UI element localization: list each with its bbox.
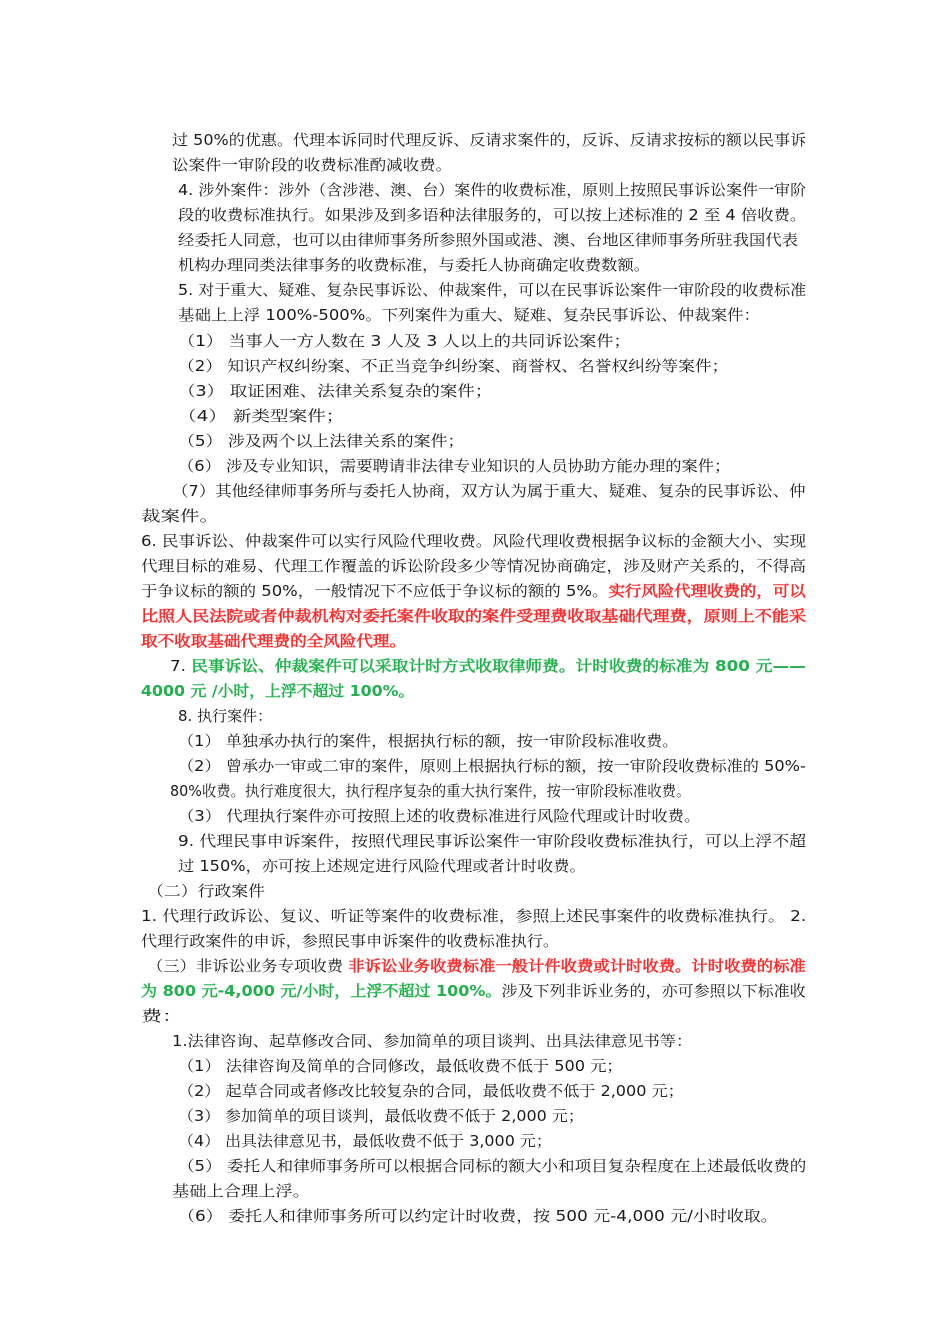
text-line (178, 804, 700, 829)
body-text: （6） 涉及专业知识，需要聘请非法律专业知识的人员协助方能办理的案件； (178, 457, 731, 475)
text-line (178, 228, 798, 253)
text-line (178, 178, 806, 203)
body-text: （三）非诉讼业务专项收费 (147, 957, 349, 975)
text-line (178, 1154, 806, 1179)
text-line (178, 354, 728, 379)
body-text: 费： (141, 1007, 184, 1025)
body-text: 代理目标的难易、代理工作覆盖的诉讼阶段多少等情况协商确定，涉及财产关系的，不得高 (141, 557, 807, 575)
body-text: （二）行政案件 (147, 882, 266, 900)
text-line (172, 128, 806, 153)
text-line (178, 1129, 552, 1154)
body-text: 经委托人同意，也可以由律师事务所参照外国或港、澳、台地区律师事务所驻我国代表 (178, 231, 799, 249)
body-text: （3） 参加简单的项目谈判，最低收费不低于 2,000 元； (178, 1107, 584, 1125)
body-text: 7. (170, 657, 192, 675)
body-text: 8. 执行案件： (178, 707, 273, 725)
body-text: 讼案件一审阶段的收费标准酌减收费。 (172, 156, 453, 174)
text-line (172, 153, 452, 178)
body-text: （4） 新类型案件； (178, 407, 345, 425)
body-text: （3） 取证困难、法律关系复杂的案件； (178, 382, 493, 400)
body-text: 裁案件。 (141, 507, 220, 525)
highlight-green-text: 4000 元 /小时，上浮不超过 100%。 (141, 682, 415, 700)
body-text: 4. 涉外案件：涉外（含涉港、澳、台）案件的收费标准，原则上按照民事诉讼案件一审阶 (178, 181, 807, 199)
text-line (170, 779, 690, 804)
text-line (178, 303, 760, 328)
text-line (178, 854, 586, 879)
body-text: 1.法律咨询、起草修改合同、参加简单的项目谈判、出具法律意见书等： (172, 1032, 693, 1050)
body-text: 基础上合理上浮。 (172, 1182, 311, 1200)
text-line (141, 1004, 183, 1029)
text-line (178, 1104, 584, 1129)
text-line (178, 829, 806, 854)
text-line (178, 329, 631, 354)
body-text: 过 50%的优惠。代理本诉同时代理反诉、反请求案件的，反诉、反请求按标的额以民事诉 (172, 131, 807, 149)
body-text: （2） 起草合同或者修改比较复杂的合同，最低收费不低于 2,000 元； (178, 1082, 684, 1100)
text-line (172, 1179, 310, 1204)
highlight-green-text: 民事诉讼、仲裁案件可以采取计时方式收取律师费。计时收费的标准为 800 元—— (191, 657, 806, 675)
text-line (178, 1079, 684, 1104)
body-text: （1） 法律咨询及简单的合同修改，最低收费不低于 500 元； (178, 1057, 623, 1075)
text-line (178, 1204, 778, 1229)
body-text: （1） 单独承办执行的案件，根据执行标的额，按一审阶段标准收费。 (178, 732, 679, 750)
text-line (178, 704, 272, 729)
text-line (178, 404, 344, 429)
body-text: 过 150%，亦可按上述规定进行风险代理或者计时收费。 (178, 857, 586, 875)
text-line (178, 729, 678, 754)
text-line (141, 504, 219, 529)
body-text: （4） 出具法律意见书，最低收费不低于 3,000 元； (178, 1132, 552, 1150)
text-line (141, 629, 406, 654)
text-line (178, 754, 806, 779)
highlight-red-text: 比照人民法院或者仲裁机构对委托案件收取的案件受理费收取基础代理费，原则上不能采 (141, 607, 807, 625)
text-line (141, 979, 806, 1004)
body-text: （2） 曾承办一审或二审的案件，原则上根据执行标的额，按一审阶段收费标准的 50%- (178, 757, 806, 775)
text-line (172, 1029, 692, 1054)
body-text: 代理行政案件的申诉，参照民事申诉案件的收费标准执行。 (141, 932, 560, 950)
text-line (141, 554, 806, 579)
highlight-green-text: 为 800 元-4,000 元/小时，上浮不超过 100%。 (141, 982, 502, 1000)
text-line (178, 278, 806, 303)
body-text: 9. 代理民事申诉案件，按照代理民事诉讼案件一审阶段收费标准执行，可以上浮不超 (178, 832, 807, 850)
body-text: 机构办理同类法律事务的收费标准，与委托人协商确定收费数额。 (178, 256, 651, 274)
body-text: 涉及下列非诉业务的，亦可参照以下标准收 (501, 982, 806, 1000)
text-line (141, 904, 806, 929)
body-text: （3） 代理执行案件亦可按照上述的收费标准进行风险代理或计时收费。 (178, 807, 701, 825)
text-line (147, 879, 265, 904)
body-text: 5. 对于重大、疑难、复杂民事诉讼、仲裁案件，可以在民事诉讼案件一审阶段的收费标准 (178, 281, 807, 299)
body-text: 1. 代理行政诉讼、复议、听证等案件的收费标准，参照上述民事案件的收费标准执行。 2. (141, 907, 807, 925)
text-line (141, 529, 806, 554)
body-text: 基础上上浮 100%-500%。下列案件为重大、疑难、复杂民事诉讼、仲裁案件： (178, 306, 760, 324)
text-line (178, 454, 730, 479)
text-line (172, 479, 806, 504)
text-line (147, 954, 806, 979)
highlight-red-text: 实行风险代理收费的，可以 (608, 582, 806, 600)
body-text: （5） 涉及两个以上法律关系的案件； (178, 432, 465, 450)
highlight-red-text: 非诉讼业务收费标准一般计件收费或计时收费。计时收费的标准 (348, 957, 806, 975)
body-text: 段的收费标准执行。如果涉及到多语种法律服务的，可以按上述标准的 2 至 4 倍收费。 (178, 206, 807, 224)
text-line (141, 929, 559, 954)
text-line (178, 379, 492, 404)
body-text: 80%收费。执行难度很大，执行程序复杂的重大执行案件，按一审阶段标准收费。 (170, 782, 691, 800)
text-line (141, 679, 414, 704)
text-line (141, 604, 806, 629)
highlight-red-text: 取不收取基础代理费的全风险代理。 (141, 632, 407, 650)
text-line (178, 253, 650, 278)
text-line (170, 654, 806, 679)
text-line (178, 1054, 623, 1079)
text-line (178, 203, 806, 228)
body-text: （2） 知识产权纠纷案、不正当竞争纠纷案、商誉权、名誉权纠纷等案件； (178, 357, 729, 375)
body-text: （5） 委托人和律师事务所可以根据合同标的额大小和项目复杂程度在上述最低收费的 (178, 1157, 807, 1175)
body-text: 6. 民事诉讼、仲裁案件可以实行风险代理收费。风险代理收费根据争议标的金额大小、实现 (141, 532, 807, 550)
body-text: （7）其他经律师事务所与委托人协商，双方认为属于重大、疑难、复杂的民事诉讼、仲 (172, 482, 806, 500)
text-line (178, 429, 464, 454)
body-text: 于争议标的额的 50%，一般情况下不应低于争议标的额的 5%。 (141, 582, 609, 600)
text-line (141, 579, 806, 604)
body-text: （1） 当事人一方人数在 3 人及 3 人以上的共同诉讼案件； (178, 332, 631, 350)
body-text: （6） 委托人和律师事务所可以约定计时收费，按 500 元-4,000 元/小时收取。 (178, 1207, 778, 1225)
